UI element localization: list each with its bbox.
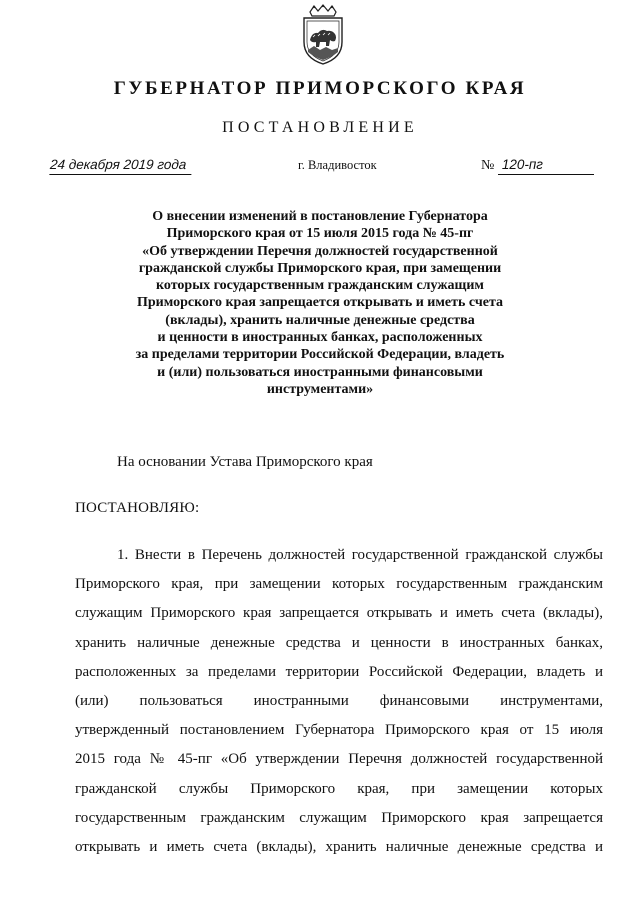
title-line: гражданской службы Приморского края, при замещении (138, 260, 502, 276)
decree-word: ПОСТАНОВЛЯЮ: (75, 500, 200, 516)
title-line: «Об утверждении Перечня должностей государственной (142, 243, 498, 259)
document-number (481, 156, 599, 175)
body-line: утвержденный постановлением Губернатора Приморского края от 15 июля (75, 722, 603, 739)
body-paragraph (75, 541, 603, 862)
title-line: Приморского края от 15 июля 2015 года № 45-пг (166, 226, 474, 242)
body-line: государственным гражданским служащим Приморского края запрещается (75, 809, 603, 826)
body-line: (или) пользоваться иностранными финансовыми инструментами, (75, 693, 603, 710)
body-line: 1. Внести в Перечень должностей государственной гражданской службы (117, 547, 603, 563)
title-line: за пределами территории Российской Федерации, владеть (135, 347, 505, 363)
body-line: хранить наличные денежные средства и ценности в иностранных банках, (75, 634, 603, 651)
title-line: и (или) пользоваться иностранными финансовыми (157, 364, 483, 380)
body-line: расположенных за пределами территории Российской Федерации, владеть и (75, 663, 603, 680)
body-line: служащим Приморского края запрещается открывать и иметь счета (вклады), (75, 605, 603, 622)
legal-basis: На основании Устава Приморского края (117, 454, 373, 470)
document-type: ПОСТАНОВЛЕНИЕ (222, 119, 418, 136)
title-line: и ценности в иностранных банках, расположенных (157, 330, 483, 346)
title-line: (вклады), хранить наличные денежные средства (165, 312, 475, 328)
coat-of-arms-icon (296, 4, 350, 66)
title-line: инструментами» (266, 381, 374, 397)
body-line: гражданской службы Приморского края, при замещении которых (75, 780, 603, 797)
title-line: Приморского края запрещается открывать и иметь счета (137, 295, 503, 311)
body-line: открывать и иметь счета (вклады), хранить наличные денежные средства и (75, 839, 603, 856)
number-value: 120-пг (498, 156, 594, 175)
body-line: 2015 года № 45-пг «Об утверждении Перечня должностей государственной (75, 751, 603, 768)
number-sign: № (481, 158, 495, 173)
body-line: Приморского края, при замещении которых государственным гражданским (75, 576, 603, 593)
document-title (120, 208, 520, 398)
title-line: О внесении изменений в постановление Губернатора (152, 209, 488, 224)
title-line: которых государственным гражданским служащим (156, 278, 484, 294)
issuer-heading: ГУБЕРНАТОР ПРИМОРСКОГО КРАЯ (113, 78, 527, 99)
document-city: г. Владивосток (298, 158, 377, 172)
document-date: 24 декабря 2019 года (49, 156, 193, 175)
